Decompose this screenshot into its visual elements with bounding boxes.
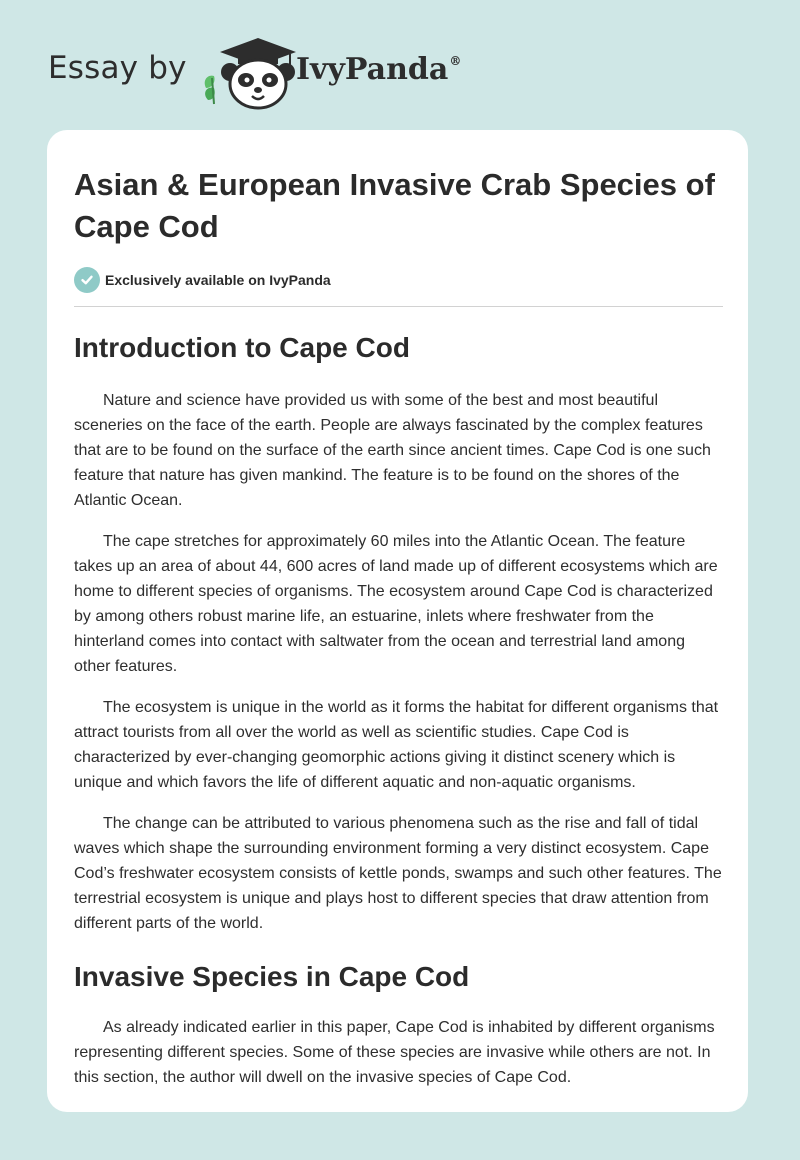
essay-card [47,130,748,1112]
paragraph: The cape stretches for approximately 60 miles into the Atlantic Ocean. The feature takes up an area of about 44, 600 acres of land made up of different ecosystems which are home to different species of organisms. The ecosystem around Cape Cod is characterized by among others robust marine life, an estuarine, inlets where freshwater from the hinterland comes into contact with saltwater from the ocean and terrestrial land among other features. [74,533,718,675]
essay-title: Asian & European Invasive Crab Species of Cape Cod [74,167,715,244]
paragraph: The ecosystem is unique in the world as it forms the habitat for different organisms that attract tourists from all over the world as well as scientific studies. Cape Cod is characterized by ever-changing geomorphic actions giving it distinct scenery which is unique and which favors the life of different aquatic and non-aquatic organisms. [74,699,719,791]
registered-mark: ® [449,54,462,68]
paragraph: As already indicated earlier in this paper, Cape Cod is inhabited by different organisms representing different species. Some of these species are invasive while others are not. In this section, the author will dwell on the invasive species of Cape Cod. [74,1019,715,1086]
panda-graduate-icon[interactable] [198,30,298,110]
exclusive-label: Exclusively available on IvyPanda [105,272,331,288]
site-header [48,30,508,110]
brand-name[interactable]: IvyPanda® [296,52,462,87]
exclusive-badge [74,266,724,294]
section-heading: Introduction to Cape Cod [74,332,410,363]
divider [74,306,723,307]
paragraph: Nature and science have provided us with some of the best and most beautiful sceneries on the face of the earth. People are always fascinated by the complex features that are to be found on the surface of the earth since ancient times. Cape Cod is one such feature that nature has given mankind. The feature is to be found on the shores of the Atlantic Ocean. [74,392,711,509]
checkmark-icon [74,267,100,293]
essay-content [74,164,724,1090]
paragraph: The change can be attributed to various phenomena such as the rise and fall of tidal waves which shape the surrounding environment forming a very distinct ecosystem. Cape Cod’s freshwater ecosystem consists of kettle ponds, swamps and such other features. The terrestrial ecosystem is unique and plays host to different species that draw attention from different parts of the world. [74,815,722,932]
essay-by-label: Essay by [48,50,187,86]
section-heading: Invasive Species in Cape Cod [74,961,470,992]
